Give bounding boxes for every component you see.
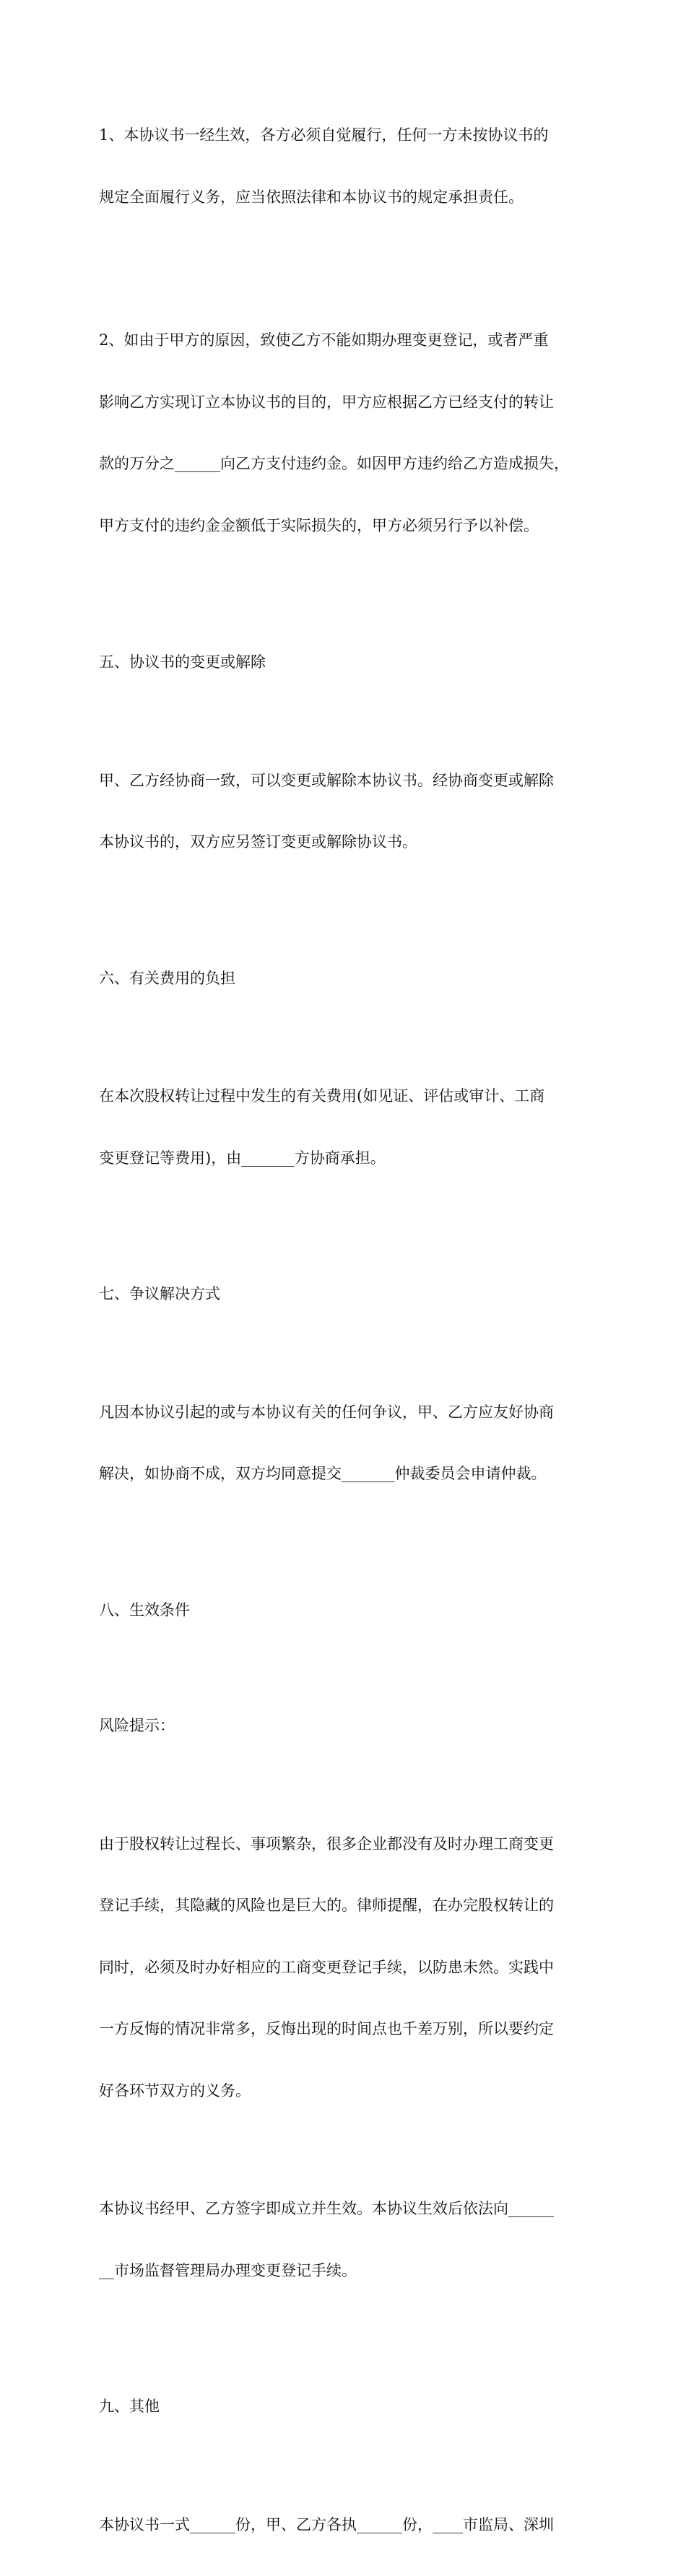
spacer	[99, 1209, 590, 1243]
section-7-paragraph	[99, 1361, 590, 1526]
text-line: 影响乙方实现订立本协议书的目的，甲方应根据乙方已经支付的转让	[99, 392, 590, 413]
text-line: 1、本协议书一经生效，各方必须自觉履行，任何一方未按协议书的	[99, 125, 590, 146]
document-body	[99, 84, 590, 2576]
section-9-paragraph	[99, 2473, 590, 2576]
clause-2-paragraph	[99, 289, 590, 577]
text-line: 在本次股权转让过程中发生的有关费用(如见证、评估或审计、工商	[99, 1086, 590, 1107]
text-line: 本协议书的，双方应另签订变更或解除协议书。	[99, 832, 590, 853]
text-line: 凡因本协议引起的或与本协议有关的任何争议，甲、乙方应友好协商	[99, 1402, 590, 1423]
section-5-heading	[99, 611, 590, 714]
clause-1-paragraph	[99, 84, 590, 248]
spacer	[99, 1030, 590, 1045]
spacer	[99, 577, 590, 611]
text-line: 一方反悔的情况非常多，反悔出现的时间点也千差万别，所以要约定	[99, 2019, 590, 2040]
text-line: 2、如由于甲方的原因，致使乙方不能如期办理变更登记，或者严重	[99, 330, 590, 351]
spacer	[99, 1526, 590, 1559]
text-line: 解决，如协商不成，双方均同意提交_______仲裁委员会申请仲裁。	[99, 1463, 590, 1484]
text-line: 好各环节双方的义务。	[99, 2081, 590, 2102]
section-9-heading	[99, 2355, 590, 2458]
text-line: 款的万分之______向乙方支付违约金。如因甲方违约给乙方造成损失，	[99, 453, 590, 474]
spacer	[99, 248, 590, 289]
document-page	[0, 0, 686, 970]
risk-body-paragraph	[99, 1793, 590, 2143]
text-line: 变更登记等费用)，由_______方协商承担。	[99, 1148, 590, 1169]
spacer	[99, 1777, 590, 1793]
text-line: 登记手续，其隐藏的风险也是巨大的。律师提醒，在办完股权转让的	[99, 1895, 590, 1916]
section-7-heading	[99, 1243, 590, 1346]
text-line: 由于股权转让过程长、事项繁杂，很多企业都没有及时办理工商变更	[99, 1834, 590, 1855]
spacer	[99, 2142, 590, 2157]
text-line: 甲、乙方经协商一致，可以变更或解除本协议书。经协商变更或解除	[99, 770, 590, 791]
spacer	[99, 2458, 590, 2473]
spacer	[99, 894, 590, 927]
text-line: 规定全面履行义务，应当依照法律和本协议书的规定承担责任。	[99, 187, 590, 208]
section-6-heading	[99, 927, 590, 1030]
text-line: __市场监督管理局办理变更登记手续。	[99, 2260, 590, 2281]
section-6-paragraph	[99, 1045, 590, 1209]
section-8-paragraph	[99, 2157, 590, 2322]
risk-label-paragraph	[99, 1674, 590, 1777]
spacer	[99, 1346, 590, 1361]
text-line: 甲方支付的违约金金额低于实际损失的，甲方必须另行予以补偿。	[99, 515, 590, 536]
spacer	[99, 1661, 590, 1674]
spacer	[99, 714, 590, 729]
text-line: 同时，必须及时办好相应的工商变更登记手续，以防患未然。实践中	[99, 1957, 590, 1978]
spacer	[99, 2322, 590, 2355]
heading-text: 五、协议书的变更或解除	[99, 652, 590, 673]
text-line: 本协议书经甲、乙方签字即成立并生效。本协议生效后依法向______	[99, 2198, 590, 2219]
text-line: 风险提示：	[99, 1715, 590, 1736]
text-line: 本协议书一式______份，甲、乙方各执______份，____市监局、深圳	[99, 2515, 590, 2536]
heading-text: 七、争议解决方式	[99, 1284, 590, 1305]
heading-text: 六、有关费用的负担	[99, 968, 590, 989]
section-8-heading	[99, 1559, 590, 1662]
heading-text: 九、其他	[99, 2396, 590, 2417]
section-5-paragraph	[99, 729, 590, 894]
heading-text: 八、生效条件	[99, 1600, 590, 1621]
